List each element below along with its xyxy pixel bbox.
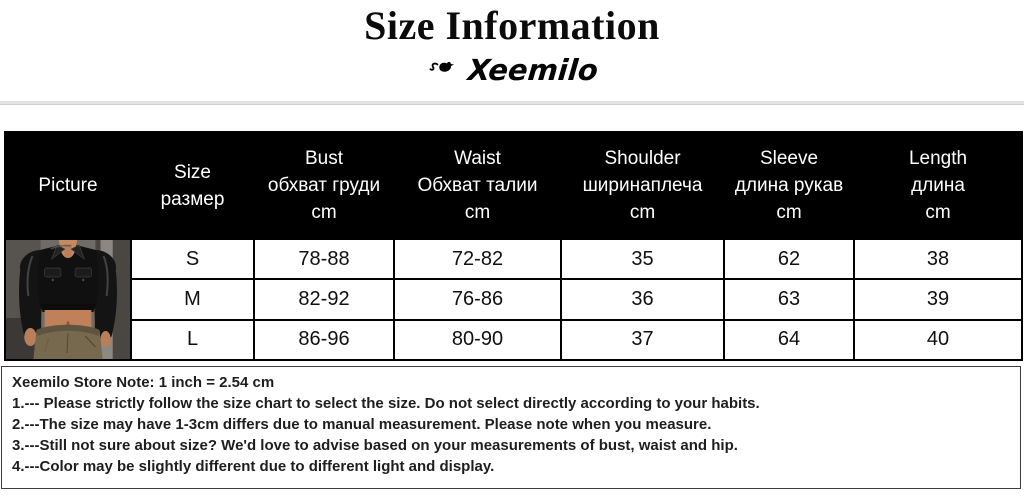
brand-row <box>0 49 1024 91</box>
store-note-4: 4.---Color may be slightly different due to different light and display. <box>12 458 495 475</box>
cell-l-shoulder: 37 <box>561 320 724 360</box>
table-row-l <box>5 320 1022 360</box>
header-waist <box>394 132 561 239</box>
size-table-body <box>5 239 1022 360</box>
brand-name: Xeemilo <box>466 53 599 87</box>
product-photo <box>6 240 130 359</box>
header-sleeve <box>724 132 854 239</box>
store-note-3: 3.---Still not sure about size? We'd love to advise based on your measurements of bust, waist and hip. <box>12 437 738 454</box>
cell-m-bust: 82-92 <box>254 279 394 319</box>
cell-s-bust: 78-88 <box>254 239 394 279</box>
header-waist-unit: cm <box>464 202 491 223</box>
header-size-en: Size <box>174 161 211 183</box>
cell-l-length: 40 <box>854 320 1022 360</box>
brand-logo-icon <box>427 57 463 88</box>
cell-l-waist: 80-90 <box>394 320 561 360</box>
header-length-unit: cm <box>925 202 951 223</box>
header-bust-ru: обхват груди <box>267 175 381 196</box>
cell-m-waist: 76-86 <box>394 279 561 319</box>
size-table <box>4 131 1023 361</box>
product-photo-cell <box>5 239 131 360</box>
table-row-s <box>5 239 1022 279</box>
cell-l-bust: 86-96 <box>254 320 394 360</box>
cell-l-size: L <box>131 320 254 360</box>
header-bust-en: Bust <box>304 148 344 169</box>
store-note-1: 1.--- Please strictly follow the size chart to select the size. Do not select directly according to your habits. <box>12 395 760 412</box>
cell-s-length: 38 <box>854 239 1022 279</box>
cell-s-sleeve: 62 <box>724 239 854 279</box>
header-bust <box>254 132 394 239</box>
size-table-header <box>5 132 1022 239</box>
header-sleeve-ru: длина рукав <box>734 175 844 196</box>
cell-s-waist: 72-82 <box>394 239 561 279</box>
header-sleeve-en: Sleeve <box>759 148 819 169</box>
cell-s-shoulder: 35 <box>561 239 724 279</box>
header-waist-ru: Обхват талии <box>417 175 538 196</box>
header-waist-en: Waist <box>454 148 501 169</box>
header-shoulder-en: Shoulder <box>604 148 681 169</box>
cell-m-size: M <box>131 279 254 319</box>
header-shoulder-ru: ширинаплеча <box>582 175 703 196</box>
header-picture-label: Picture <box>38 175 98 196</box>
header-size-ru: размер <box>160 188 225 210</box>
header-length-en: Length <box>908 148 968 169</box>
store-note-2: 2.---The size may have 1-3cm differs due to manual measurement. Please note when you measure. <box>12 416 712 433</box>
header-length <box>854 132 1022 239</box>
cell-l-sleeve: 64 <box>724 320 854 360</box>
cell-m-shoulder: 36 <box>561 279 724 319</box>
header-shoulder <box>561 132 724 239</box>
table-row-m <box>5 279 1022 319</box>
cell-s-size: S <box>131 239 254 279</box>
store-note-box <box>1 366 1021 489</box>
header-length-ru: длина <box>911 175 965 196</box>
store-note-heading: Xeemilo Store Note: 1 inch = 2.54 cm <box>12 374 275 391</box>
header-sleeve-unit: cm <box>776 202 802 223</box>
cell-m-length: 39 <box>854 279 1022 319</box>
header-size <box>131 132 254 239</box>
page-title: Size Information <box>364 3 660 48</box>
divider-rule <box>0 101 1024 105</box>
cell-m-sleeve: 63 <box>724 279 854 319</box>
header-picture <box>5 132 131 239</box>
header-shoulder-unit: cm <box>629 202 656 223</box>
header-bust-unit: cm <box>311 202 337 223</box>
